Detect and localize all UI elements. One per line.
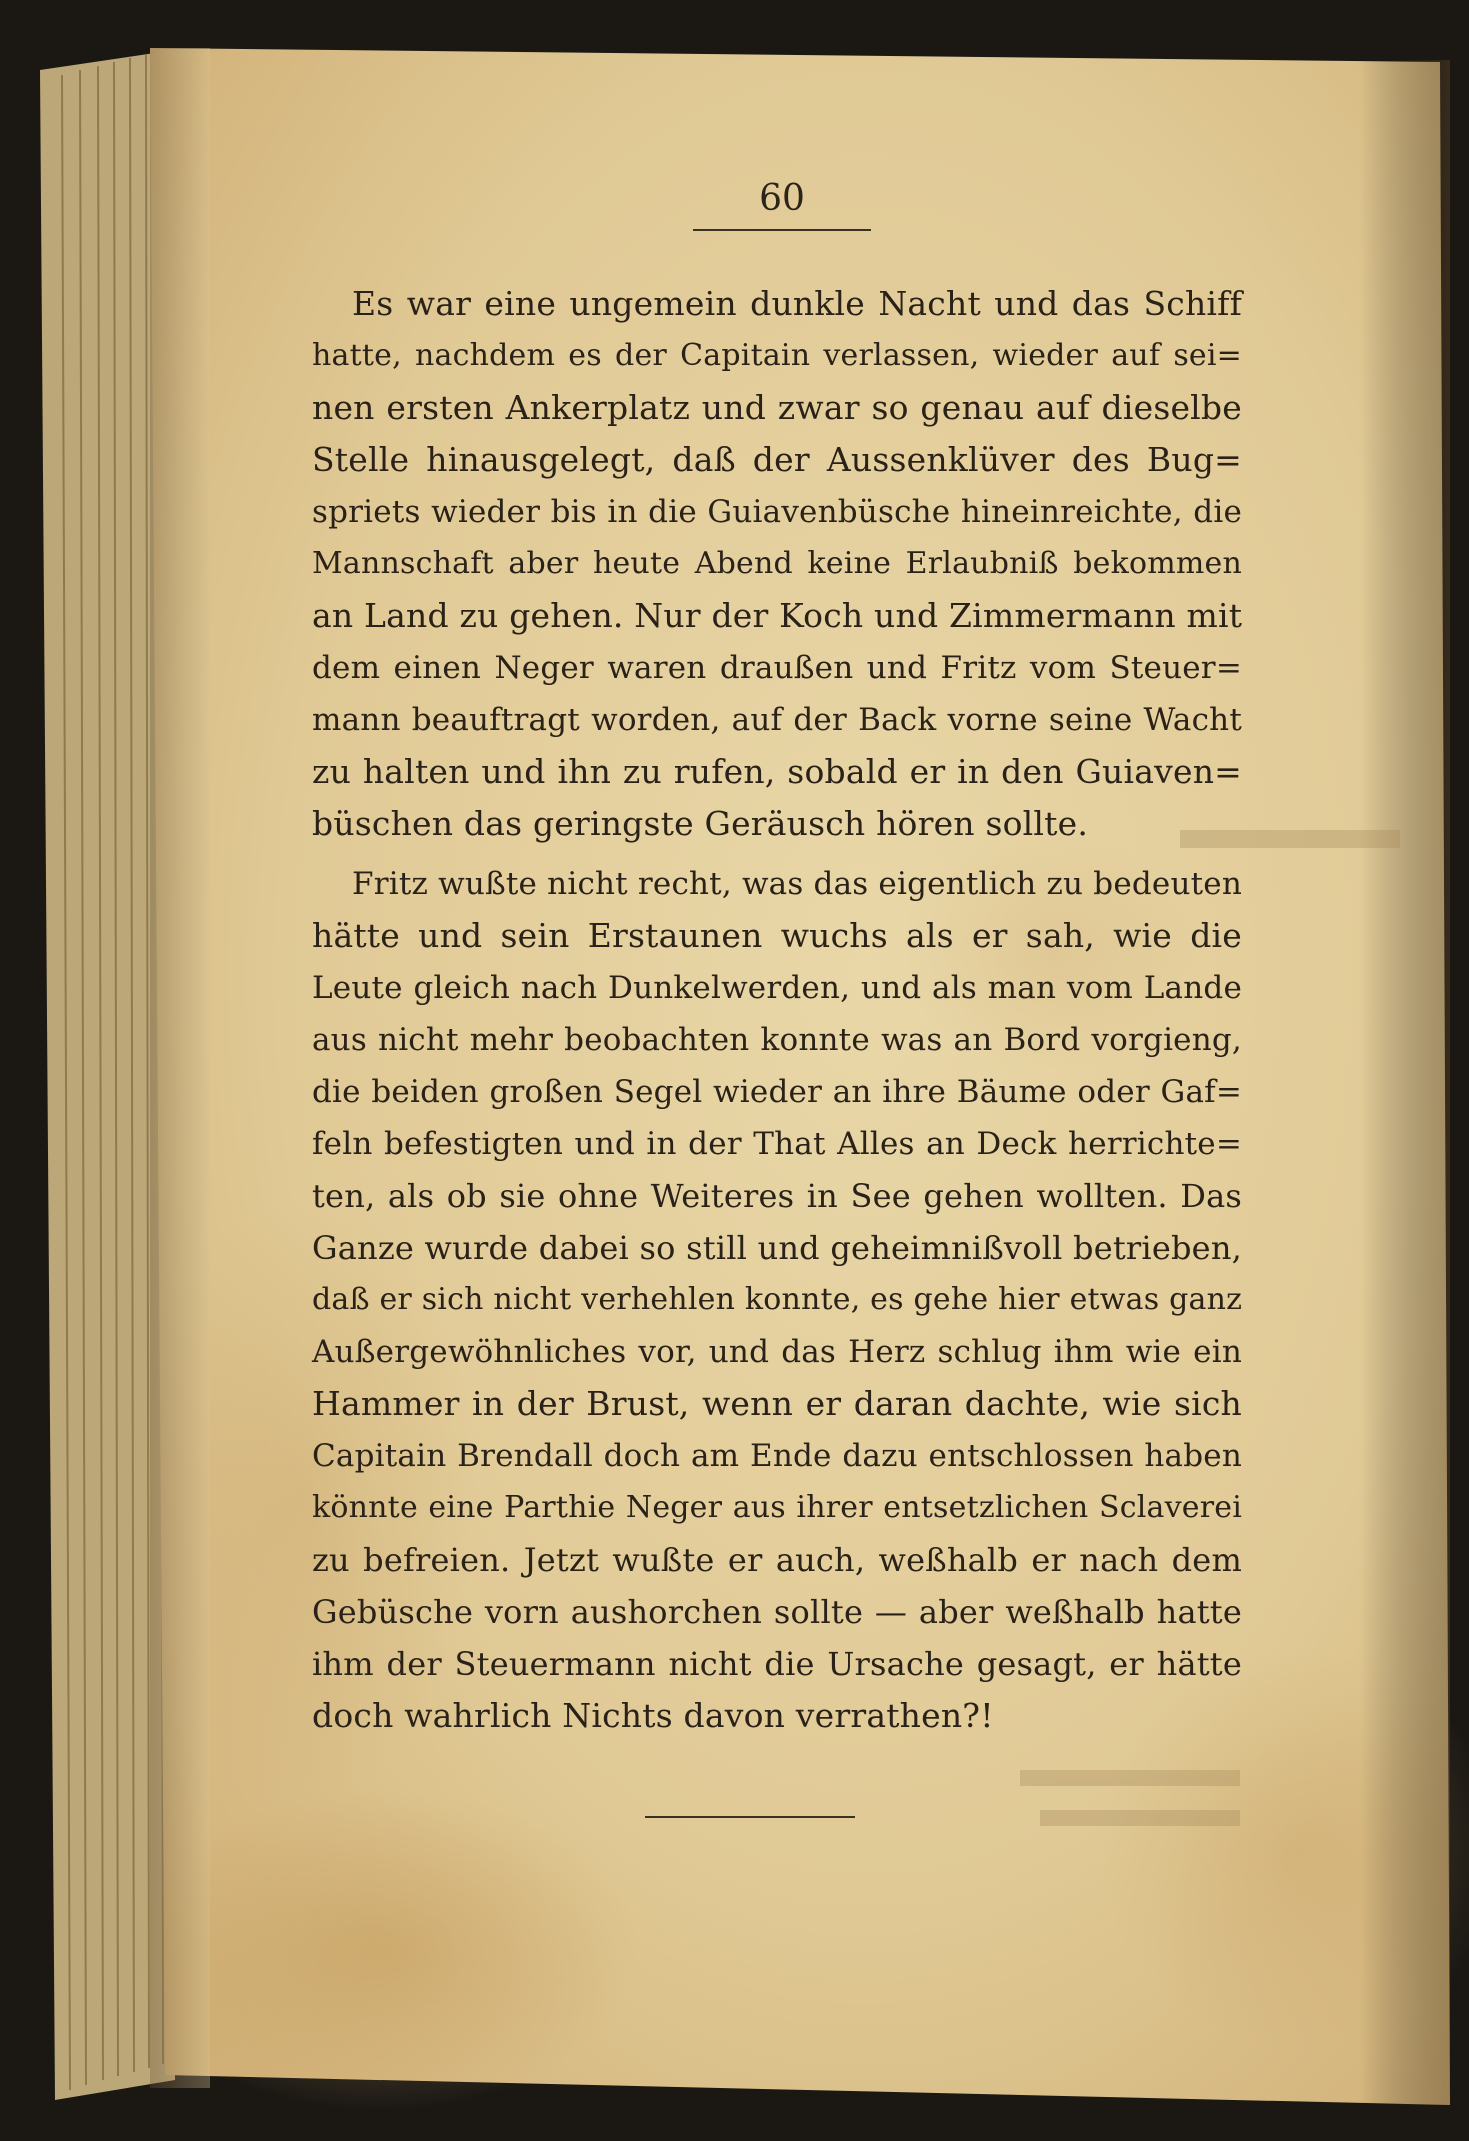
text-line: Ganze wurde dabei so still und geheimnißvoll betrieben, <box>312 1229 1242 1267</box>
text-line: Außergewöhnliches vor, und das Herz schlug ihm wie ein <box>312 1334 1242 1370</box>
text-line: Capitain Brendall doch am Ende dazu entschlossen haben <box>312 1438 1242 1474</box>
text-line: an Land zu gehen. Nur der Koch und Zimmermann mit <box>312 596 1243 635</box>
end-rule <box>645 1816 855 1818</box>
header-rule <box>693 229 871 231</box>
text-line: büschen das geringste Geräusch hören sollte. <box>312 804 1089 843</box>
text-line: zu befreien. Jetzt wußte er auch, weßhalb er nach dem <box>312 1541 1242 1579</box>
text-line: Fritz wußte nicht recht, was das eigentlich zu bedeuten <box>352 866 1242 902</box>
text-line: Mannschaft aber heute Abend keine Erlaubniß bekommen <box>312 546 1242 581</box>
text-line: zu halten und ihn zu rufen, sobald er in den Guiaven= <box>312 752 1242 791</box>
text-line: Es war eine ungemein dunkle Nacht und das Schiff <box>352 284 1242 323</box>
text-line: doch wahrlich Nichts davon verrathen?! <box>312 1696 994 1735</box>
page-number: 60 <box>759 178 805 219</box>
text-line: ihm der Steuermann nicht die Ursache gesagt, er hätte <box>312 1645 1242 1683</box>
text-line: aus nicht mehr beobachten konnte was an Bord vorgieng, <box>312 1022 1242 1058</box>
text-line: spriets wieder bis in die Guiavenbüsche hineinreichte, die <box>312 494 1242 530</box>
text-line: könnte eine Parthie Neger aus ihrer entsetzlichen Sclaverei <box>312 1490 1242 1525</box>
text-line: mann beauftragt worden, auf der Back vorne seine Wacht <box>312 702 1242 738</box>
text-line: hätte und sein Erstaunen wuchs als er sah, wie die <box>312 916 1242 955</box>
text-line: daß er sich nicht verhehlen konnte, es gehe hier etwas ganz <box>312 1282 1243 1317</box>
text-line: Leute gleich nach Dunkelwerden, und als man vom Lande <box>312 970 1242 1006</box>
text-line: die beiden großen Segel wieder an ihre Bäume oder Gaf= <box>312 1074 1242 1110</box>
text-line: hatte, nachdem es der Capitain verlassen, wieder auf sei= <box>312 338 1242 373</box>
text-line: nen ersten Ankerplatz und zwar so genau auf dieselbe <box>312 388 1242 427</box>
text-line: Gebüsche vorn aushorchen sollte — aber weßhalb hatte <box>312 1593 1242 1631</box>
text-line: dem einen Neger waren draußen und Fritz vom Steuer= <box>312 650 1242 686</box>
text-line: ten, als ob sie ohne Weiteres in See gehen wollten. Das <box>312 1177 1242 1215</box>
text-line: Hammer in der Brust, wenn er daran dachte, wie sich <box>312 1384 1242 1423</box>
text-line: feln befestigten und in der That Alles an Deck herrichte= <box>312 1126 1242 1162</box>
text-line: Stelle hinausgelegt, daß der Aussenklüver des Bug= <box>312 440 1242 479</box>
